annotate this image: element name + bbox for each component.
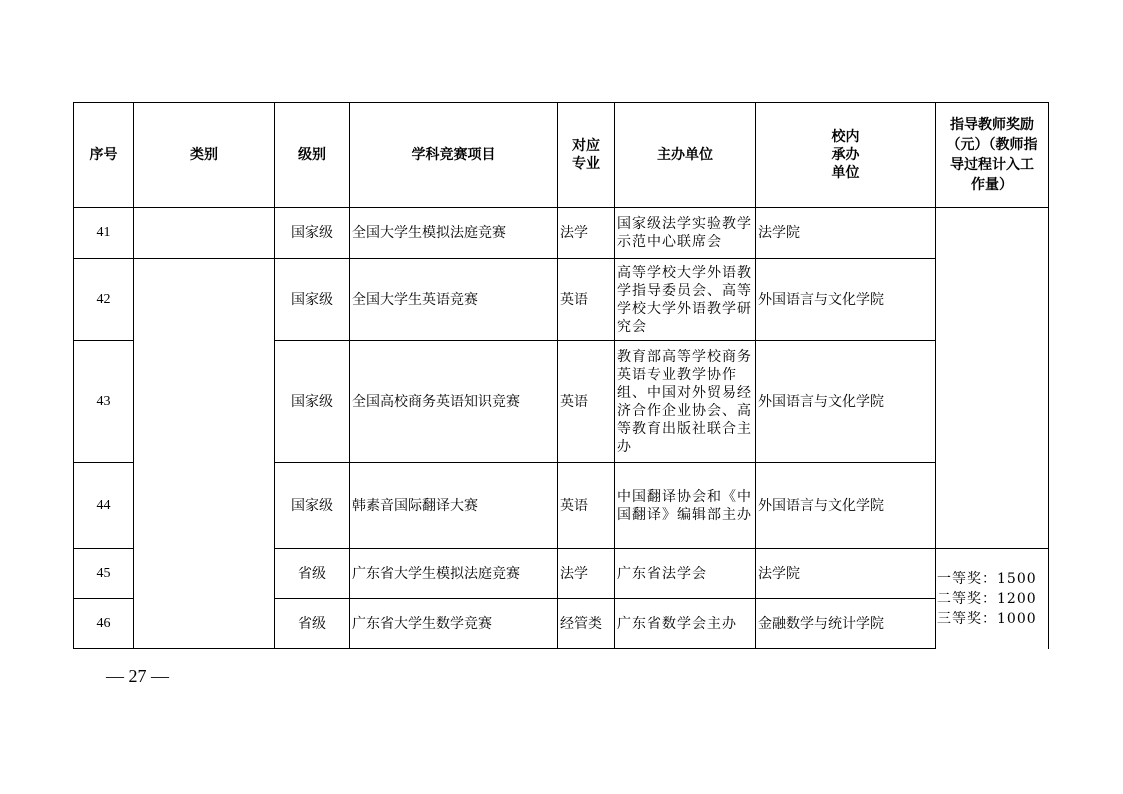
row-project: 全国大学生英语竞赛 — [352, 291, 478, 308]
row-seq: 41 — [96, 225, 111, 240]
row-major: 法学 — [560, 225, 588, 241]
row-level: 省级 — [298, 565, 326, 582]
row-seq: 44 — [96, 497, 111, 513]
row-level: 国家级 — [291, 497, 333, 514]
row-seq: 42 — [96, 291, 111, 307]
reward-line: 二等奖：1200 — [937, 591, 1037, 607]
header-reward-line: 导过程计入工 — [950, 157, 1034, 173]
header-reward-line: 作量） — [971, 177, 1013, 193]
row-project: 广东省大学生数学竞赛 — [352, 615, 492, 632]
row-level: 国家级 — [291, 393, 333, 410]
row-level: 国家级 — [291, 225, 333, 241]
header-reward-line: 指导教师奖励 — [950, 117, 1034, 133]
header-major — [558, 103, 614, 207]
row-level: 国家级 — [291, 291, 333, 308]
row-major: 法学 — [560, 565, 588, 582]
page-number: — 27 — — [106, 666, 169, 686]
row-project: 广东省大学生模拟法庭竞赛 — [352, 565, 520, 582]
row-level: 省级 — [298, 615, 326, 632]
row-project: 全国高校商务英语知识竞赛 — [352, 393, 520, 410]
row-host: 外国语言与文化学院 — [758, 497, 884, 514]
row-major: 英语 — [560, 291, 588, 308]
row-organizer: 广东省法学会 — [617, 565, 707, 582]
header-host — [756, 103, 935, 207]
reward-cell — [937, 569, 1049, 629]
row-seq: 46 — [96, 615, 111, 631]
header-reward-line: （元）（教师指 — [946, 137, 1038, 153]
reward-line: 三等奖：1000 — [937, 611, 1037, 627]
row-organizer: 国家级法学实验教学示范中心联席会 — [617, 216, 752, 250]
row-host: 法学院 — [758, 225, 800, 241]
row-major: 英语 — [560, 497, 588, 514]
header-host-line: 单位 — [831, 165, 860, 181]
row-seq: 45 — [96, 565, 111, 581]
row-organizer: 广东省数学会主办 — [617, 615, 737, 632]
row-project: 全国大学生模拟法庭竞赛 — [352, 225, 506, 241]
row-organizer: 教育部高等学校商务英语专业教学协作组、中国对外贸易经济合作企业协会、高等教育出版社联合主办 — [617, 348, 752, 455]
header-major-line: 专业 — [572, 156, 600, 172]
header-level: 级别 — [298, 147, 326, 163]
row-organizer: 中国翻译协会和《中国翻译》编辑部主办 — [617, 488, 752, 523]
header-major-line: 对应 — [572, 138, 600, 154]
header-seq: 序号 — [89, 147, 118, 163]
header-project: 学科竞赛项目 — [411, 147, 496, 163]
row-major: 英语 — [560, 393, 588, 410]
row-major: 经管类 — [560, 615, 602, 632]
row-project: 韩素音国际翻译大赛 — [352, 497, 478, 514]
header-category: 类别 — [190, 147, 218, 163]
header-reward — [936, 103, 1048, 207]
row-organizer: 高等学校大学外语教学指导委员会、高等学校大学外语教学研究会 — [617, 264, 752, 335]
row-seq: 43 — [96, 393, 111, 409]
row-host: 法学院 — [758, 565, 800, 582]
header-organizer: 主办单位 — [657, 147, 713, 163]
header-host-line: 承办 — [831, 147, 860, 163]
row-host: 金融数学与统计学院 — [758, 615, 884, 632]
row-host: 外国语言与文化学院 — [758, 393, 884, 410]
header-host-line: 校内 — [831, 129, 860, 145]
row-host: 外国语言与文化学院 — [758, 291, 884, 308]
reward-line: 一等奖：1500 — [937, 571, 1037, 587]
